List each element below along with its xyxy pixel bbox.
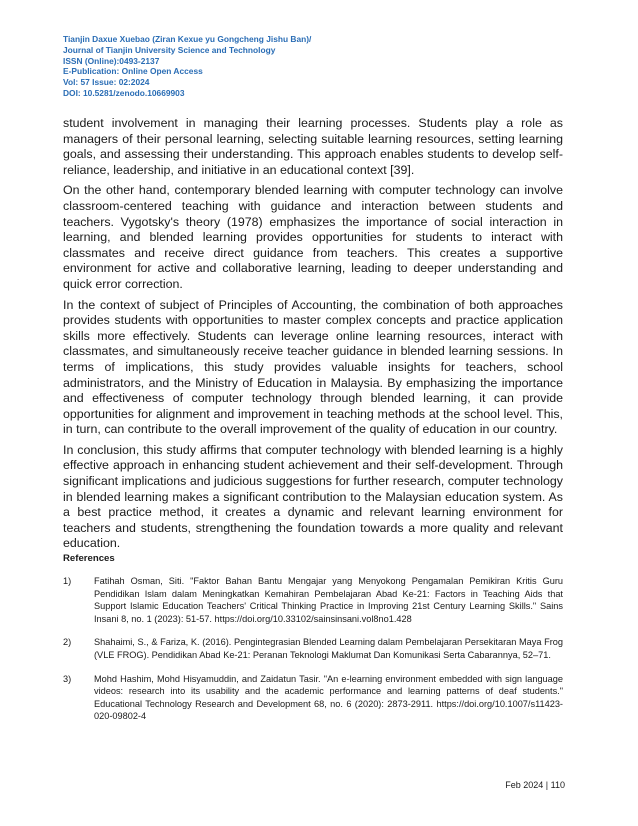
reference-text: Shahaimi, S., & Fariza, K. (2016). Pengintegrasian Blended Learning dalam Pembelajaran Persekitaran Maya Frog (VLE FROG). Pendidikan Abad Ke-21: Peranan Teknologi Maklumat Dan Komunikasi Serta Cabarannya, 52–71.	[94, 637, 563, 660]
reference-number: 1)	[63, 576, 72, 586]
references-list	[63, 575, 563, 734]
reference-number: 2)	[63, 637, 72, 648]
reference-item	[63, 673, 563, 723]
journal-header	[63, 34, 563, 99]
volume-issue-line: Vol: 57 Issue: 02:2024	[63, 77, 150, 88]
reference-item	[63, 575, 563, 625]
reference-text: Fatihah Osman, Siti. "Faktor Bahan Bantu Mengajar yang Menyokong Pengamalan Pemikiran Kritis Guru Pendidikan Islam dalam Meningkatkan Kemahiran Pembelajaran Abad Ke-21: Factors in Teaching Aids that Support Islamic Education Teachers' Critical Thinking Practice in Improving 21st Century Learning Skills." Sains Insani 8, no. 1 (2023): 51-57. https://doi.org/10.33102/sainsinsani.vol8no1.428	[94, 576, 563, 624]
journal-subtitle-line: Journal of Tianjin University Science and Technology	[63, 44, 276, 55]
body-text	[63, 116, 563, 557]
page-footer: Feb 2024 | 110	[505, 780, 565, 790]
reference-text: Mohd Hashim, Mohd Hisyamuddin, and Zaidatun Tasir. "An e-learning environment embedded with sign language videos: research into its usability and the academic performance and learning patterns of deaf students." Educational Technology Research and Development 68, no. 6 (2020): 2873-2911. https://doi.org/10.1007/s11423-020-09802-4	[94, 673, 563, 722]
reference-item	[63, 636, 563, 661]
paragraph: In conclusion, this study affirms that computer technology with blended learning is a highly effective approach in enhancing student achievement and their self-development. Through significant implications and judicious suggestions for further research, computer technology in blended learning makes a significant contribution to the Malaysian education system. As a best practice method, it creates a dynamic and relevant learning environment for teachers and students, strengthening the foundation towards a more quality and relevant education.	[63, 442, 563, 551]
references-heading: References	[63, 553, 115, 564]
paragraph: student involvement in managing their learning processes. Students play a role as managers of their personal learning, selecting suitable learning resources, setting learning goals, and assessing their understanding. This approach enables students to develop self-reliance, leadership, and initiative in an educational context [39].	[63, 116, 563, 177]
paragraph: In the context of subject of Principles of Accounting, the combination of both approaches provides students with opportunities to master complex concepts and practice application skills more effectively. Students can leverage online learning resources, interact with classmates, and simultaneously receive teacher guidance in blended learning sessions. In terms of implications, this study provides valuable insights for teachers, school administrators, and the Ministry of Education in Malaysia. By emphasizing the importance and effectiveness of computer technology through blended learning, it can provide opportunities for alignment and improvement in teaching methods at the school level. This, in turn, can contribute to the overall improvement of the quality of education in our country.	[63, 297, 563, 437]
journal-title-line: Tianjin Daxue Xuebao (Ziran Kexue yu Gongcheng Jishu Ban)/	[63, 34, 312, 44]
reference-number: 3)	[63, 673, 72, 684]
paragraph: On the other hand, contemporary blended learning with computer technology can involve classroom-centered teaching with guidance and interaction between students and teachers. Vygotsky's theory (1978) emphasizes the importance of social interaction in learning, and blended learning provides opportunities for students to interact with classmates and receive direct guidance from teachers. This creates a supportive environment for active and collaborative learning, leading to deeper understanding and quick error correction.	[63, 183, 563, 291]
publication-line: E-Publication: Online Open Access	[63, 66, 203, 77]
doi-line: DOI: 10.5281/zenodo.10669903	[63, 87, 185, 98]
issn-line: ISSN (Online):0493-2137	[63, 55, 160, 66]
